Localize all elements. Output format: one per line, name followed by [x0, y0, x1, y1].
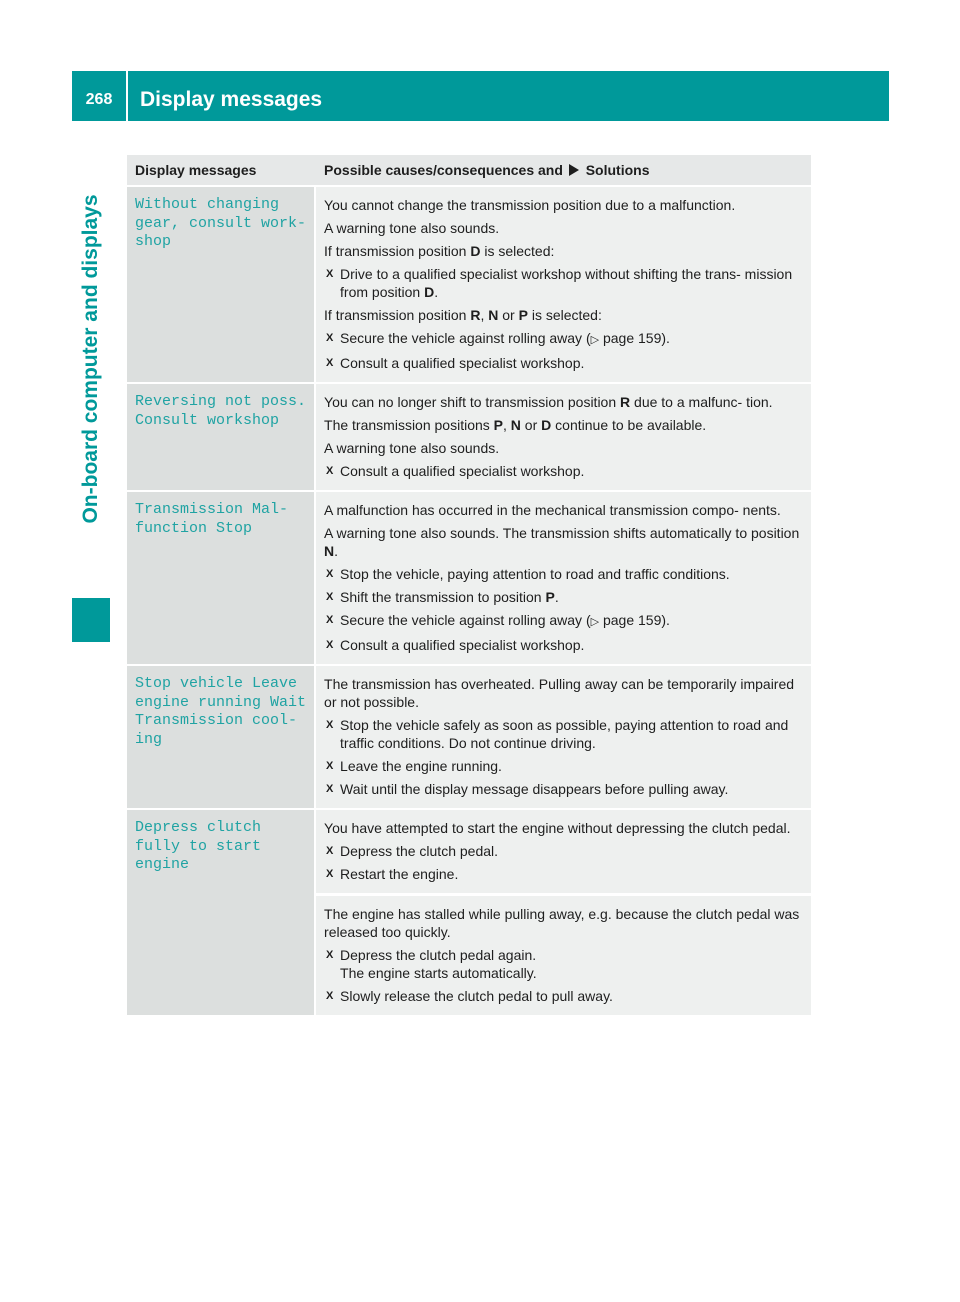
step-arrow-icon: X: [326, 568, 334, 580]
display-message-text: Depress clutch fully to start engine: [135, 819, 262, 873]
play-triangle-icon: [569, 164, 579, 176]
step-arrow-icon: X: [326, 614, 334, 626]
display-message-text: Stop vehicle Leave engine running Wait Transmission cool‐ ing: [135, 675, 307, 748]
solution-step: X Consult a qualified specialist workshop.: [326, 463, 585, 479]
table-row: [127, 384, 811, 492]
step-arrow-icon: X: [326, 783, 334, 795]
section-tab-marker: [72, 598, 110, 642]
solution-step: X Slowly release the clutch pedal to pull away.: [326, 988, 613, 1004]
table-row: [127, 666, 811, 810]
table-row: [127, 492, 811, 666]
step-arrow-icon: X: [326, 332, 334, 344]
page-reference-link[interactable]: page 159).: [599, 612, 670, 628]
table-row: [127, 187, 811, 384]
solution-step: X Secure the vehicle against rolling away (▷ page 159).: [326, 330, 670, 346]
solution-step: X Stop the vehicle, paying attention to road and traffic conditions.: [326, 566, 730, 582]
table-row: [127, 810, 811, 895]
solution-step: X Restart the engine.: [326, 866, 459, 882]
display-message-text: Without changing gear, consult work‐ shop: [135, 196, 307, 250]
display-message-cell: [127, 187, 316, 384]
page-title: Display messages: [140, 88, 323, 111]
solution-step: X Secure the vehicle against rolling away (▷ page 159).: [326, 612, 670, 628]
step-arrow-icon: X: [326, 949, 334, 961]
display-message-text: Transmission Mal‐ function Stop: [135, 501, 289, 537]
solution-cell: [316, 492, 811, 666]
cause-text: A warning tone also sounds. The transmission shifts automatically to position N.: [324, 525, 800, 559]
solution-step: X Wait until the display message disappears before pulling away.: [326, 781, 729, 797]
column-header-causes-solutions: Possible causes/consequences and Solutions: [316, 155, 811, 187]
solution-cell: [316, 895, 811, 1017]
solution-cell: [316, 810, 811, 895]
table-header-row: [127, 155, 811, 187]
solution-cell: [316, 187, 811, 384]
step-arrow-icon: X: [326, 591, 334, 603]
cause-text: A warning tone also sounds.: [324, 440, 500, 456]
solution-step: X Consult a qualified specialist workshop.: [326, 637, 585, 653]
solution-step: X Depress the clutch pedal again. The engine starts automatically.: [326, 947, 537, 981]
solution-step: X Consult a qualified specialist workshop.: [326, 355, 585, 371]
step-arrow-icon: X: [326, 868, 334, 880]
display-message-cell: [127, 666, 316, 810]
solution-step: X Depress the clutch pedal.: [326, 843, 499, 859]
cause-text: A warning tone also sounds.: [324, 220, 500, 236]
display-message-text: Reversing not poss. Consult workshop: [135, 393, 307, 429]
step-arrow-icon: X: [326, 465, 334, 477]
page-reference-link[interactable]: page 159).: [599, 330, 670, 346]
step-arrow-icon: X: [326, 268, 334, 280]
section-side-tab: [72, 134, 110, 642]
condition-text: If transmission position D is selected:: [324, 243, 555, 259]
step-arrow-icon: X: [326, 990, 334, 1002]
cause-text: The transmission positions P, N or D continue to be available.: [324, 417, 707, 433]
cause-text: A malfunction has occurred in the mechanical transmission compo- nents.: [324, 502, 781, 518]
solution-step: X Shift the transmission to position P.: [326, 589, 559, 605]
page-reference-icon: ▷: [590, 334, 600, 346]
step-arrow-icon: X: [326, 719, 334, 731]
step-arrow-icon: X: [326, 760, 334, 772]
step-arrow-icon: X: [326, 357, 334, 369]
column-header-display-messages: Display messages: [127, 155, 316, 187]
cause-text: You have attempted to start the engine without depressing the clutch pedal.: [324, 820, 791, 836]
display-message-cell: [127, 810, 316, 1017]
cause-text: You can no longer shift to transmission position R due to a malfunc- tion.: [324, 394, 773, 410]
display-messages-table: [127, 155, 811, 1017]
page-reference-icon: ▷: [590, 616, 600, 628]
header-divider: [126, 71, 128, 121]
step-arrow-icon: X: [326, 845, 334, 857]
solution-cell: [316, 666, 811, 810]
step-arrow-icon: X: [326, 639, 334, 651]
section-label: On-board computer and displays: [79, 194, 102, 524]
condition-text: If transmission position R, N or P is selected:: [324, 307, 602, 323]
display-message-cell: [127, 384, 316, 492]
solution-step: X Drive to a qualified specialist workshop without shifting the trans- mission from position D.: [326, 266, 793, 300]
solution-step: X Stop the vehicle safely as soon as possible, paying attention to road and traffic conditions. Do not continue driving.: [326, 717, 789, 751]
solution-cell: [316, 384, 811, 492]
cause-text: The transmission has overheated. Pulling away can be temporarily impaired or not possible.: [324, 676, 795, 710]
solution-step: X Leave the engine running.: [326, 758, 502, 774]
cause-text: The engine has stalled while pulling away, e.g. because the clutch pedal was released too quickly.: [324, 906, 800, 940]
page-number: 268: [85, 91, 113, 108]
cause-text: You cannot change the transmission position due to a malfunction.: [324, 197, 736, 213]
display-message-cell: [127, 492, 316, 666]
